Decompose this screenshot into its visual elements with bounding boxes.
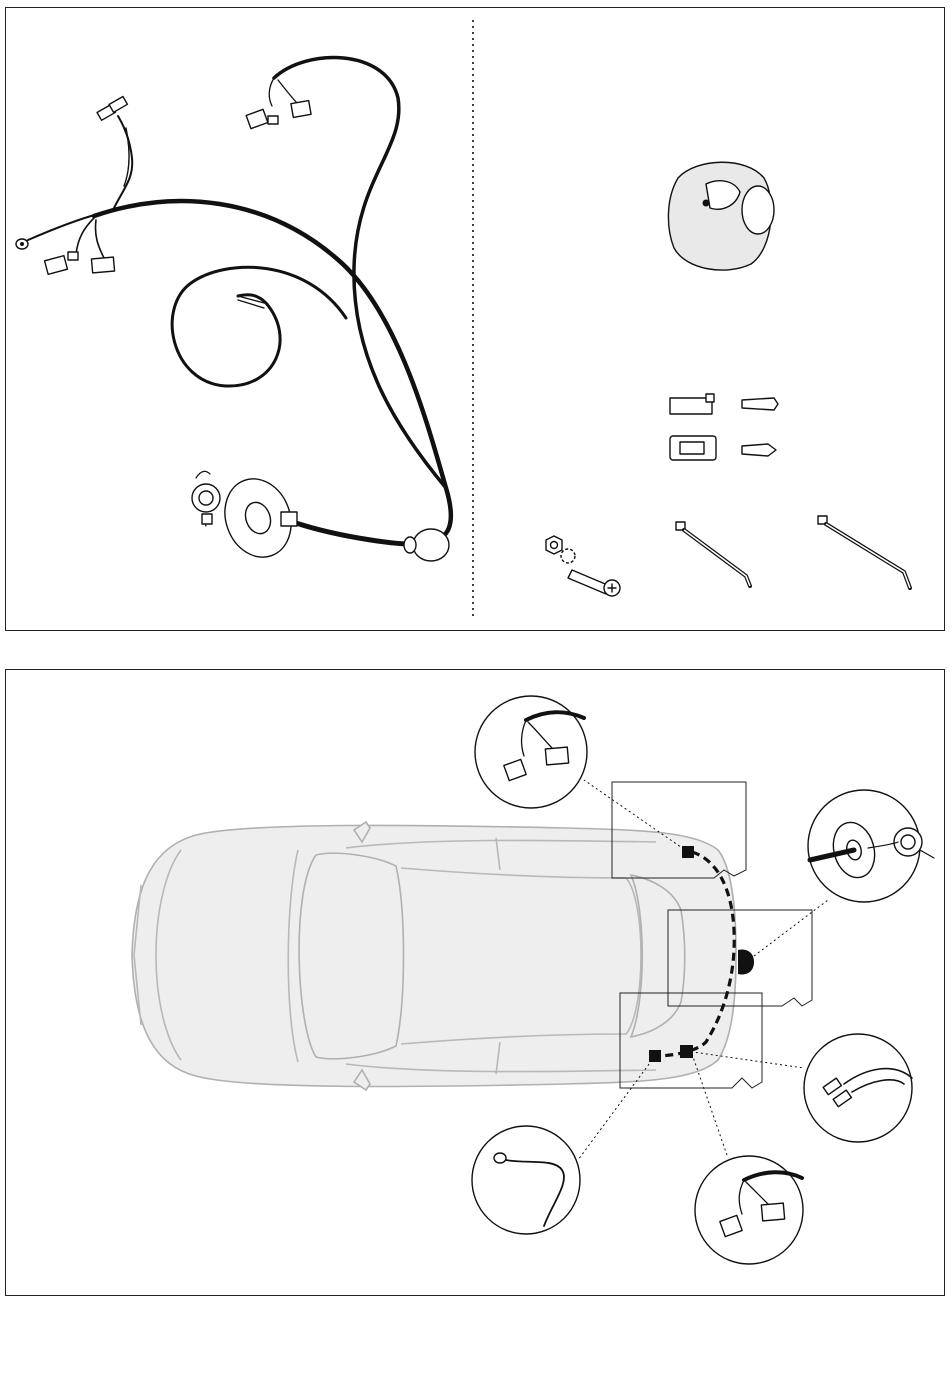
parts-overview-drawing [6,8,946,632]
top-connector-clip [268,116,278,124]
hex-nut-hole [551,542,558,549]
socket-plug-core [199,491,213,505]
cable-tie-b [818,516,910,588]
connector-block-large-face [680,442,704,454]
spade-connectors [97,97,127,121]
wiring-harness [16,58,451,567]
left-connector-plug-a [45,256,68,275]
spade-terminal-female [742,444,776,456]
ground-eyelet-hole [20,242,24,246]
socket-housing-cover [742,186,774,234]
lock-washer [561,549,575,563]
socket-plate-boot [281,512,297,526]
grommet-body [413,529,449,561]
callout-ground-ring [494,1153,506,1163]
top-connector-plug-b [291,101,311,118]
socket-housing-pin [703,200,710,207]
callout-upper-plug-b [545,747,568,765]
spade-terminals [742,398,778,456]
callout-lower-plug-b [761,1203,784,1221]
left-connector-plug-b [91,257,114,273]
installation-drawing [6,670,946,1297]
vehicle-top-view [132,822,736,1090]
socket-plug-pin [202,514,212,524]
top-connector-wires [269,78,298,106]
accessory-parts [546,162,910,596]
grommet-collar [404,537,416,553]
left-connector [45,252,115,274]
ground-eyelet [16,239,28,249]
top-connector [246,78,311,129]
top-connector-plug-a [246,109,268,128]
car-windshield [299,853,403,1059]
cable-grommet [404,529,449,561]
harness-upper-cable [274,58,446,488]
callout-lower-connector [695,1156,803,1264]
callout-socket-plug-core [901,835,915,849]
callout-socket-plate [808,790,934,902]
leader-socket [754,900,828,956]
socket-housing [668,162,774,270]
harness-left-branch [76,218,104,258]
socket-plate [192,469,302,566]
callout-ground-eyelet [472,1126,580,1234]
cable-tie-a-strap [684,530,750,586]
cable-tie-a [676,522,750,586]
left-connector-clip [68,252,78,260]
connector-blocks [670,394,716,460]
harness-ground-branch [28,214,98,240]
harness-coil-cable [172,267,346,386]
fastener-set [546,536,620,596]
parts-overview-panel [5,7,945,631]
cable-tie-b-strap [826,524,910,588]
spade-terminal-male [742,398,778,410]
route-socket [738,950,754,975]
spade-connector-b [109,97,127,113]
connector-block-small-latch [706,394,714,402]
leader-lower [692,1054,728,1158]
callout-upper-connector [475,696,587,808]
installation-panel [5,669,945,1296]
callout-spade-connectors [804,1034,912,1142]
